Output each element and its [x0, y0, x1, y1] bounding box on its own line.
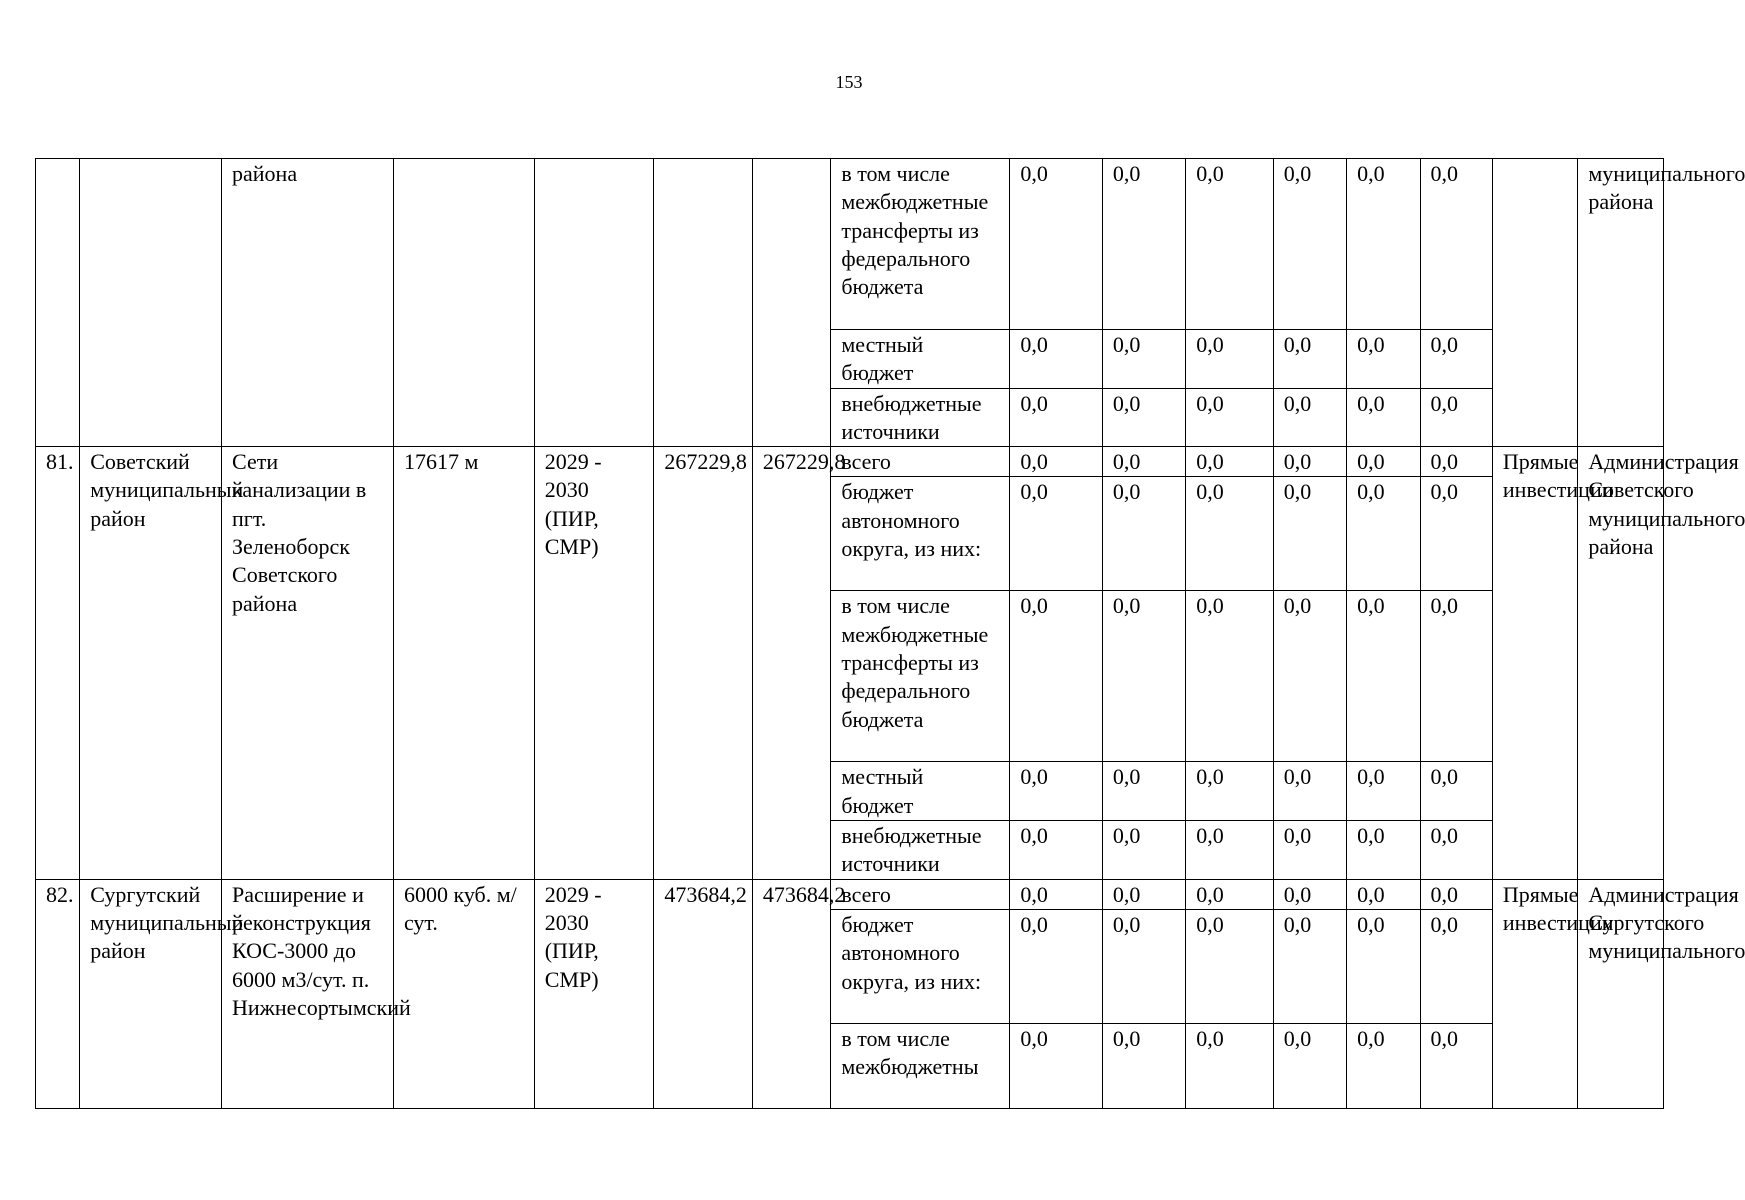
value-cell: 0,0 — [1347, 159, 1420, 330]
value-cell: 0,0 — [1186, 591, 1273, 762]
value-cell: 0,0 — [1186, 330, 1273, 389]
funding-source-label: внебюджетные источники — [831, 821, 1010, 880]
value-cell: 0,0 — [1273, 821, 1346, 880]
value-cell: 0,0 — [1186, 762, 1273, 821]
num-cell — [36, 159, 80, 447]
value-cell: 0,0 — [1010, 330, 1103, 389]
capacity-cell: 6000 куб. м/сут. — [393, 879, 534, 1108]
capacity-cell — [393, 159, 534, 447]
value-cell: 0,0 — [1273, 330, 1346, 389]
cost-cell: 267229,8 — [654, 447, 753, 879]
value-cell: 0,0 — [1010, 477, 1103, 591]
value-cell: 0,0 — [1347, 909, 1420, 1023]
value-cell: 0,0 — [1010, 388, 1103, 447]
capacity-cell: 17617 м — [393, 447, 534, 879]
value-cell: 0,0 — [1273, 879, 1346, 909]
value-cell: 0,0 — [1010, 762, 1103, 821]
period-cell — [534, 159, 654, 447]
value-cell: 0,0 — [1420, 477, 1492, 591]
value-cell: 0,0 — [1420, 447, 1492, 477]
value-cell: 0,0 — [1347, 591, 1420, 762]
value-cell: 0,0 — [1186, 159, 1273, 330]
value-cell: 0,0 — [1273, 591, 1346, 762]
value-cell: 0,0 — [1273, 477, 1346, 591]
investment-table — [35, 158, 1745, 1109]
object-cell: района — [222, 159, 394, 447]
page-number: 153 — [835, 72, 863, 92]
value-cell: 0,0 — [1347, 762, 1420, 821]
value-cell: 0,0 — [1420, 388, 1492, 447]
value-cell: 0,0 — [1102, 477, 1185, 591]
funding-source-label: местный бюджет — [831, 762, 1010, 821]
municipality-cell — [80, 159, 222, 447]
num-cell: 81. — [36, 447, 80, 879]
value-cell: 0,0 — [1420, 879, 1492, 909]
value-cell: 0,0 — [1102, 447, 1185, 477]
value-cell: 0,0 — [1010, 879, 1103, 909]
value-cell: 0,0 — [1186, 388, 1273, 447]
value-cell: 0,0 — [1010, 447, 1103, 477]
cost-cell — [654, 159, 753, 447]
value-cell: 0,0 — [1347, 879, 1420, 909]
responsible-cell: Администрация Советского муниципального района — [1578, 447, 1664, 879]
value-cell: 0,0 — [1420, 1023, 1492, 1108]
investment-form-cell: Прямые инвестиции — [1492, 447, 1577, 879]
value-cell: 0,0 — [1273, 762, 1346, 821]
funding-source-label: всего — [831, 879, 1010, 909]
remaining-cost-cell: 473684,2 — [752, 879, 830, 1108]
funding-source-label: бюджет автономного округа, из них: — [831, 909, 1010, 1023]
remaining-cost-cell — [752, 159, 830, 447]
cost-cell: 473684,2 — [654, 879, 753, 1108]
funding-source-label: в том числе межбюджетные трансферты из федерального бюджета — [831, 591, 1010, 762]
value-cell: 0,0 — [1186, 477, 1273, 591]
funding-source-label: в том числе межбюджетные трансферты из федерального бюджета — [831, 159, 1010, 330]
value-cell: 0,0 — [1420, 159, 1492, 330]
value-cell: 0,0 — [1420, 330, 1492, 389]
value-cell: 0,0 — [1102, 821, 1185, 880]
remaining-cost-cell: 267229,8 — [752, 447, 830, 879]
value-cell: 0,0 — [1102, 762, 1185, 821]
value-cell: 0,0 — [1347, 447, 1420, 477]
value-cell: 0,0 — [1010, 591, 1103, 762]
value-cell: 0,0 — [1420, 821, 1492, 880]
funding-source-label: внебюджетные источники — [831, 388, 1010, 447]
object-cell: Расширение и реконструкция КОС-3000 до 6000 м3/сут. п. Нижнесортымский — [222, 879, 394, 1108]
table-row — [36, 159, 1664, 330]
value-cell: 0,0 — [1102, 388, 1185, 447]
value-cell: 0,0 — [1102, 879, 1185, 909]
value-cell: 0,0 — [1102, 330, 1185, 389]
value-cell: 0,0 — [1102, 1023, 1185, 1108]
value-cell: 0,0 — [1420, 591, 1492, 762]
value-cell: 0,0 — [1186, 1023, 1273, 1108]
value-cell: 0,0 — [1347, 477, 1420, 591]
value-cell: 0,0 — [1273, 159, 1346, 330]
municipality-cell: Сургутский муниципальный район — [80, 879, 222, 1108]
value-cell: 0,0 — [1010, 821, 1103, 880]
value-cell: 0,0 — [1010, 909, 1103, 1023]
value-cell: 0,0 — [1186, 447, 1273, 477]
value-cell: 0,0 — [1186, 879, 1273, 909]
value-cell: 0,0 — [1347, 388, 1420, 447]
period-cell: 2029 - 2030 (ПИР, СМР) — [534, 879, 654, 1108]
value-cell: 0,0 — [1102, 591, 1185, 762]
period-cell: 2029 - 2030 (ПИР, СМР) — [534, 447, 654, 879]
value-cell: 0,0 — [1010, 159, 1103, 330]
value-cell: 0,0 — [1347, 330, 1420, 389]
responsible-cell: Администрация Сургутского муниципального — [1578, 879, 1664, 1108]
value-cell: 0,0 — [1186, 909, 1273, 1023]
value-cell: 0,0 — [1273, 909, 1346, 1023]
funding-source-label: местный бюджет — [831, 330, 1010, 389]
investment-form-cell: Прямые инвестиции — [1492, 879, 1577, 1108]
table-row — [36, 447, 1664, 477]
value-cell: 0,0 — [1273, 1023, 1346, 1108]
investment-form-cell — [1492, 159, 1577, 447]
value-cell: 0,0 — [1102, 159, 1185, 330]
funding-source-label: в том числе межбюджетны — [831, 1023, 1010, 1108]
responsible-cell: муниципального района — [1578, 159, 1664, 447]
table-row — [36, 879, 1664, 909]
value-cell: 0,0 — [1347, 1023, 1420, 1108]
value-cell: 0,0 — [1010, 1023, 1103, 1108]
num-cell: 82. — [36, 879, 80, 1108]
municipality-cell: Советский муниципальный район — [80, 447, 222, 879]
value-cell: 0,0 — [1347, 821, 1420, 880]
value-cell: 0,0 — [1273, 388, 1346, 447]
funding-source-label: бюджет автономного округа, из них: — [831, 477, 1010, 591]
value-cell: 0,0 — [1186, 821, 1273, 880]
funding-source-label: всего — [831, 447, 1010, 477]
value-cell: 0,0 — [1420, 909, 1492, 1023]
value-cell: 0,0 — [1420, 762, 1492, 821]
object-cell: Сети канализации в пгт. Зеленоборск Советского района — [222, 447, 394, 879]
value-cell: 0,0 — [1102, 909, 1185, 1023]
value-cell: 0,0 — [1273, 447, 1346, 477]
